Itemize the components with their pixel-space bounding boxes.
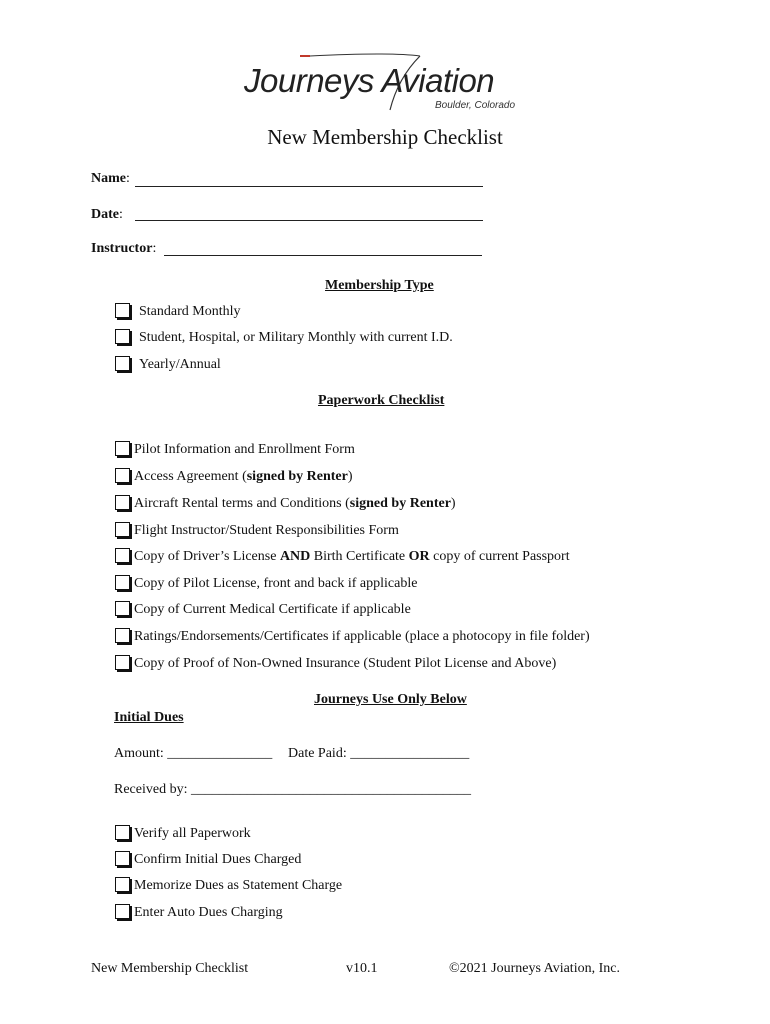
checkbox-icon[interactable] <box>115 655 130 670</box>
checkbox-icon[interactable] <box>115 441 130 456</box>
checklist-item[interactable] <box>115 549 570 565</box>
footer-title: New Membership Checklist <box>91 961 249 976</box>
date-paid-field[interactable]: Date Paid: _________________ <box>288 746 470 761</box>
logo-wordmark: Journeys Aviation <box>244 62 495 99</box>
company-logo <box>240 48 530 118</box>
checkbox-icon[interactable] <box>115 329 130 344</box>
office-checklist-item[interactable] <box>115 878 342 894</box>
item-label: Copy of Proof of Non-Owned Insurance (Student Pilot License and Above) <box>134 656 557 671</box>
checklist-item[interactable] <box>115 576 417 592</box>
checkbox-icon[interactable] <box>115 851 130 866</box>
checkbox-icon[interactable] <box>115 468 130 483</box>
option-label: Yearly/Annual <box>139 357 221 372</box>
checkbox-icon[interactable] <box>115 356 130 371</box>
name-label: Name: <box>91 171 130 186</box>
date-label: Date: <box>91 207 123 222</box>
checklist-item[interactable] <box>115 442 355 458</box>
checklist-item[interactable] <box>115 629 590 645</box>
instructor-field[interactable] <box>164 255 482 256</box>
item-label: Pilot Information and Enrollment Form <box>134 442 355 457</box>
membership-option[interactable] <box>115 304 241 320</box>
checkbox-icon[interactable] <box>115 628 130 643</box>
checkbox-icon[interactable] <box>115 877 130 892</box>
office-checklist-item[interactable] <box>115 905 283 921</box>
membership-option[interactable] <box>115 330 453 346</box>
item-label: Copy of Current Medical Certificate if applicable <box>134 602 411 617</box>
checkbox-icon[interactable] <box>115 904 130 919</box>
item-label: Memorize Dues as Statement Charge <box>134 878 343 893</box>
initial-dues-heading: Initial Dues <box>114 710 184 725</box>
footer-copyright: ©2021 Journeys Aviation, Inc. <box>449 961 620 976</box>
checklist-item[interactable] <box>115 496 456 512</box>
option-label: Student, Hospital, or Military Monthly with current I.D. <box>139 330 453 345</box>
paperwork-checklist-heading: Paperwork Checklist <box>318 393 445 408</box>
received-by-field[interactable]: Received by: ________________________________________ <box>114 782 471 797</box>
page-title: New Membership Checklist <box>267 125 503 149</box>
checkbox-icon[interactable] <box>115 495 130 510</box>
checkbox-icon[interactable] <box>115 601 130 616</box>
checkbox-icon[interactable] <box>115 825 130 840</box>
checklist-item[interactable] <box>115 656 556 672</box>
item-label: Aircraft Rental terms and Conditions (signed by Renter) <box>134 496 456 511</box>
office-checklist-item[interactable] <box>115 852 301 868</box>
item-label: Verify all Paperwork <box>134 826 251 841</box>
checklist-item[interactable] <box>115 602 411 618</box>
checkbox-icon[interactable] <box>115 575 130 590</box>
checklist-item[interactable] <box>115 523 399 539</box>
name-field[interactable] <box>135 186 483 187</box>
item-label: Access Agreement (signed by Renter) <box>134 469 353 484</box>
item-label: Copy of Pilot License, front and back if applicable <box>134 576 418 591</box>
item-label: Confirm Initial Dues Charged <box>134 852 302 867</box>
journeys-use-heading: Journeys Use Only Below <box>314 692 467 707</box>
amount-field[interactable]: Amount: _______________ <box>114 746 273 761</box>
checklist-item[interactable] <box>115 469 353 485</box>
date-field[interactable] <box>135 220 483 221</box>
logo-location: Boulder, Colorado <box>435 100 516 111</box>
membership-option[interactable] <box>115 357 221 373</box>
office-checklist-item[interactable] <box>115 826 251 842</box>
checkbox-icon[interactable] <box>115 548 130 563</box>
item-label: Flight Instructor/Student Responsibilities Form <box>134 523 399 538</box>
option-label: Standard Monthly <box>139 304 241 319</box>
instructor-label: Instructor: <box>91 241 157 256</box>
footer-version: v10.1 <box>346 961 378 976</box>
checkbox-icon[interactable] <box>115 522 130 537</box>
item-label: Enter Auto Dues Charging <box>134 905 283 920</box>
item-label: Copy of Driver’s License AND Birth Certificate OR copy of current Passport <box>134 549 570 564</box>
item-label: Ratings/Endorsements/Certificates if applicable (place a photocopy in file folder) <box>134 629 590 644</box>
checkbox-icon[interactable] <box>115 303 130 318</box>
membership-type-heading: Membership Type <box>325 278 434 293</box>
